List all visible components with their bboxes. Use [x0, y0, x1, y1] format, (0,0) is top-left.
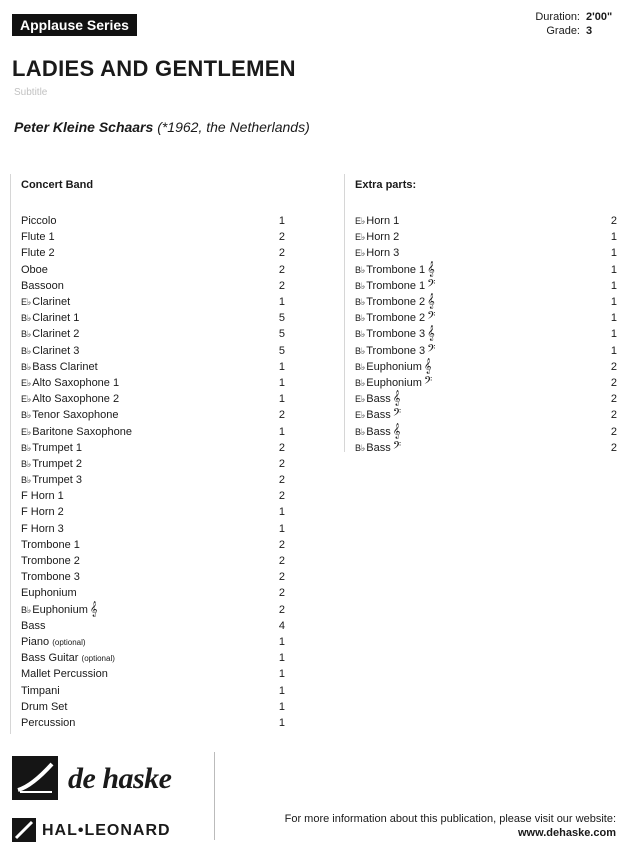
part-row [21, 634, 285, 650]
part-name [21, 296, 70, 308]
part-row [355, 229, 617, 245]
distributor-name: HAL•LEONARD [42, 822, 171, 839]
instrument-label: Trombone 1 [21, 538, 80, 551]
part-row [21, 666, 285, 682]
transposition: B♭ [21, 475, 32, 486]
part-row [21, 423, 285, 439]
duration-row [535, 10, 618, 24]
part-quantity: 1 [278, 360, 285, 373]
bass-clef-icon: 𝄢 [392, 406, 402, 422]
part-name [21, 668, 108, 680]
instrument-label: Bass [366, 393, 391, 406]
part-quantity: 1 [278, 506, 285, 519]
instrument-label: Euphonium [366, 360, 422, 373]
part-quantity: 2 [278, 457, 285, 470]
treble-clef-icon: 𝄞 [392, 390, 401, 406]
part-name [355, 231, 399, 243]
page-title: LADIES AND GENTLEMEN [12, 56, 296, 81]
part-row [21, 375, 285, 391]
part-name [21, 652, 115, 664]
part-row [21, 650, 285, 666]
part-row [355, 245, 617, 261]
instrument-label: Trombone 1 [366, 279, 426, 292]
instrument-label: F Horn 1 [21, 490, 64, 503]
part-quantity: 1 [278, 425, 285, 438]
instrument-label: Bass [366, 441, 391, 454]
extra-parts-heading: Extra parts: [355, 179, 417, 191]
part-quantity: 1 [278, 393, 285, 406]
instrument-label: Clarinet 1 [32, 312, 80, 325]
part-quantity: 5 [278, 344, 285, 357]
part-row [21, 504, 285, 520]
instrument-label: Trombone 2 [21, 555, 80, 568]
part-row [355, 326, 617, 342]
transposition: E♭ [21, 297, 32, 308]
instrument-label: Mallet Percussion [21, 668, 108, 681]
instrument-label: Timpani [21, 684, 60, 697]
bass-clef-icon: 𝄢 [427, 341, 436, 357]
transposition: B♭ [355, 264, 366, 275]
grade-row [535, 24, 618, 38]
part-row [21, 699, 285, 715]
part-quantity: 1 [610, 279, 617, 292]
part-name [21, 409, 118, 421]
part-quantity: 1 [278, 215, 285, 228]
part-quantity: 2 [278, 474, 285, 487]
instrument-label: Clarinet 2 [32, 328, 80, 341]
part-row [21, 213, 285, 229]
part-name [21, 312, 79, 324]
instrument-label: Flute 2 [21, 247, 55, 260]
part-row [355, 359, 617, 375]
transposition: E♭ [355, 216, 366, 227]
part-row [355, 440, 617, 456]
transposition: B♭ [21, 361, 32, 372]
part-quantity: 5 [278, 312, 285, 325]
part-name [355, 341, 436, 357]
instrument-label: Euphonium [21, 587, 77, 600]
part-row [355, 391, 617, 407]
hal-leonard-logo [12, 818, 212, 844]
footer-divider [214, 752, 215, 840]
part-name [21, 328, 79, 340]
part-quantity: 2 [610, 376, 617, 389]
grade-label: Grade: [546, 25, 580, 37]
bass-clef-icon: 𝄢 [427, 276, 436, 292]
transposition: E♭ [355, 232, 366, 243]
optional-note: (optional) [52, 637, 86, 647]
instrument-label: Trombone 3 [366, 344, 426, 357]
instrument-label: Bassoon [21, 279, 64, 292]
part-name [21, 231, 55, 243]
transposition: B♭ [355, 426, 366, 437]
instrument-label: Clarinet [32, 296, 71, 309]
part-row [355, 262, 617, 278]
part-quantity: 1 [278, 684, 285, 697]
part-quantity: 2 [278, 231, 285, 244]
part-name [355, 422, 401, 438]
part-row [21, 262, 285, 278]
part-name [21, 264, 48, 276]
part-row [21, 585, 285, 601]
part-name [355, 247, 399, 259]
transposition: E♭ [355, 248, 366, 259]
part-name [21, 345, 79, 357]
subtitle: Subtitle [14, 87, 48, 98]
footer-info-text: For more information about this publication, please visit our website: [284, 813, 616, 825]
part-row [21, 569, 285, 585]
instrument-label: Trumpet 2 [32, 457, 82, 470]
treble-clef-icon: 𝄞 [392, 422, 401, 438]
instrument-label: Horn 3 [366, 247, 400, 260]
part-name [355, 309, 436, 325]
transposition: B♭ [21, 442, 32, 453]
publisher-name: de haske [68, 762, 172, 795]
concert-band-column [10, 174, 299, 734]
treble-clef-icon: 𝄞 [427, 293, 435, 309]
part-row [21, 229, 285, 245]
transposition: B♭ [21, 313, 32, 324]
instrument-label: Percussion [21, 716, 76, 729]
instrument-label: Baritone Saxophone [32, 425, 132, 438]
transposition: B♭ [355, 377, 366, 388]
composer-name: Peter Kleine Schaars [14, 119, 154, 135]
transposition: E♭ [21, 394, 32, 405]
part-row [21, 326, 285, 342]
instrument-label: Bass [366, 425, 391, 438]
part-quantity: 2 [278, 247, 285, 260]
extra-parts-list [355, 213, 627, 456]
transposition: B♭ [355, 442, 366, 453]
bass-clef-icon: 𝄢 [427, 309, 436, 325]
instrument-label: Bass [366, 409, 391, 422]
part-name [355, 293, 435, 309]
part-name [355, 215, 399, 227]
instrument-label: Trombone 2 [366, 312, 426, 325]
part-name [21, 426, 132, 438]
transposition: B♭ [355, 329, 366, 340]
part-quantity: 2 [610, 360, 617, 373]
treble-clef-icon: 𝄞 [423, 357, 432, 373]
instrument-label: Euphonium [32, 603, 88, 616]
transposition: E♭ [355, 410, 366, 421]
part-name [21, 215, 56, 227]
transposition: B♭ [355, 297, 366, 308]
part-name [21, 280, 64, 292]
instrument-label: Drum Set [21, 700, 68, 713]
part-name [21, 393, 119, 405]
instrument-label: Piccolo [21, 215, 57, 228]
instrument-label: Trombone 1 [366, 263, 426, 276]
part-quantity: 2 [610, 441, 617, 454]
part-quantity: 2 [610, 409, 617, 422]
part-name [21, 600, 98, 616]
part-row [21, 472, 285, 488]
instrument-label: Trombone 2 [366, 296, 426, 309]
part-name [21, 571, 80, 583]
instrument-label: Trombone 3 [366, 328, 426, 341]
part-name [355, 325, 435, 341]
part-name [355, 276, 436, 292]
treble-clef-icon: 𝄞 [427, 260, 435, 276]
part-row [21, 391, 285, 407]
work-meta [535, 10, 618, 38]
part-name [21, 474, 82, 486]
treble-clef-icon: 𝄞 [427, 325, 435, 341]
part-row [21, 618, 285, 634]
transposition: B♭ [355, 313, 366, 324]
part-quantity: 1 [278, 376, 285, 389]
instrument-label: Trumpet 3 [32, 474, 82, 487]
concert-band-heading: Concert Band [21, 179, 94, 191]
part-quantity: 5 [278, 328, 285, 341]
part-row [355, 375, 617, 391]
instrument-label: Bass Clarinet [32, 360, 98, 373]
transposition: E♭ [21, 426, 32, 437]
part-name [21, 490, 64, 502]
part-name [355, 260, 435, 276]
transposition: B♭ [355, 345, 366, 356]
part-row [21, 343, 285, 359]
part-row [21, 407, 285, 423]
part-name [21, 701, 67, 713]
instrument-label: Clarinet 3 [32, 344, 80, 357]
part-row [21, 715, 285, 731]
transposition: B♭ [21, 345, 32, 356]
instrument-label: Trumpet 1 [32, 441, 82, 454]
part-row [355, 278, 617, 294]
grade-value: 3 [586, 25, 593, 37]
instrument-label: Bass [21, 619, 46, 632]
instrument-label: Trombone 3 [21, 571, 80, 584]
part-name [21, 636, 86, 648]
instrument-label: Alto Saxophone 1 [32, 376, 120, 389]
part-quantity: 2 [610, 393, 617, 406]
part-name [21, 247, 55, 259]
part-row [21, 537, 285, 553]
transposition: B♭ [355, 280, 366, 291]
transposition: B♭ [355, 361, 366, 372]
part-row [21, 553, 285, 569]
part-quantity: 2 [278, 279, 285, 292]
part-name [21, 555, 80, 567]
transposition: E♭ [21, 377, 32, 388]
instrument-label: Tenor Saxophone [32, 409, 119, 422]
part-quantity: 1 [610, 231, 617, 244]
part-name [21, 685, 60, 697]
part-row [21, 521, 285, 537]
part-quantity: 1 [278, 652, 285, 665]
part-quantity: 4 [278, 619, 285, 632]
instrument-label: F Horn 2 [21, 506, 64, 519]
instrument-label: Bass Guitar [21, 652, 79, 665]
part-row [21, 456, 285, 472]
conductor-icon [12, 756, 58, 800]
part-quantity: 2 [610, 215, 617, 228]
part-quantity: 1 [278, 296, 285, 309]
part-quantity: 2 [278, 555, 285, 568]
part-name [21, 620, 45, 632]
part-name [21, 717, 75, 729]
part-name [21, 377, 119, 389]
de-haske-logo [12, 756, 212, 806]
part-name [21, 523, 64, 535]
part-row [21, 294, 285, 310]
part-name [355, 357, 432, 373]
part-row [355, 423, 617, 439]
part-name [21, 539, 80, 551]
part-quantity: 1 [610, 296, 617, 309]
part-row [21, 245, 285, 261]
part-name [21, 506, 64, 518]
bass-clef-icon: 𝄢 [392, 438, 402, 454]
instrument-label: Euphonium [366, 376, 422, 389]
part-quantity: 2 [278, 441, 285, 454]
part-quantity: 1 [278, 716, 285, 729]
part-row [21, 682, 285, 698]
part-row [21, 488, 285, 504]
part-name [355, 406, 402, 422]
part-name [355, 390, 401, 406]
part-quantity: 1 [610, 344, 617, 357]
bass-clef-icon: 𝄢 [423, 373, 433, 389]
duration-value: 2'00" [586, 11, 613, 23]
part-quantity: 1 [278, 635, 285, 648]
footer-info [285, 812, 616, 840]
part-quantity: 1 [610, 312, 617, 325]
part-row [21, 602, 285, 618]
part-row [355, 294, 617, 310]
part-quantity: 2 [278, 587, 285, 600]
instrument-label: Horn 1 [366, 215, 400, 228]
part-quantity: 2 [610, 425, 617, 438]
instrument-label: Flute 1 [21, 231, 55, 244]
part-quantity: 1 [278, 668, 285, 681]
part-row [21, 359, 285, 375]
part-row [355, 407, 617, 423]
part-quantity: 2 [278, 409, 285, 422]
part-name [355, 373, 433, 389]
part-name [21, 442, 82, 454]
hal-leonard-mark-icon [12, 818, 36, 842]
extra-parts-column [344, 174, 627, 452]
treble-clef-icon: 𝄞 [89, 600, 98, 616]
transposition: B♭ [21, 329, 32, 340]
part-row [21, 278, 285, 294]
transposition: E♭ [355, 394, 366, 405]
series-badge: Applause Series [12, 14, 137, 36]
concert-band-list [21, 213, 299, 731]
composer-info: (*1962, the Netherlands) [157, 119, 310, 135]
instrument-label: Horn 2 [366, 231, 400, 244]
part-quantity: 2 [278, 538, 285, 551]
instrument-label: Piano [21, 635, 50, 648]
part-row [355, 310, 617, 326]
part-name [21, 458, 82, 470]
instrument-label: Oboe [21, 263, 48, 276]
part-quantity: 1 [278, 522, 285, 535]
part-quantity: 1 [610, 328, 617, 341]
part-row [355, 213, 617, 229]
part-row [21, 440, 285, 456]
part-quantity: 1 [278, 700, 285, 713]
transposition: B♭ [21, 604, 32, 615]
part-quantity: 2 [278, 571, 285, 584]
part-quantity: 2 [278, 490, 285, 503]
transposition: B♭ [21, 458, 32, 469]
part-quantity: 1 [610, 247, 617, 260]
transposition: B♭ [21, 410, 32, 421]
part-quantity: 2 [278, 263, 285, 276]
part-name [355, 438, 402, 454]
optional-note: (optional) [81, 654, 115, 664]
part-quantity: 2 [278, 603, 285, 616]
composer [14, 119, 310, 135]
part-row [355, 343, 617, 359]
part-name [21, 361, 98, 373]
part-name [21, 587, 77, 599]
instrument-label: F Horn 3 [21, 522, 64, 535]
part-row [21, 310, 285, 326]
instrument-label: Alto Saxophone 2 [32, 393, 120, 406]
website-link[interactable]: www.dehaske.com [517, 827, 616, 839]
duration-label: Duration: [535, 11, 580, 23]
part-quantity: 1 [610, 263, 617, 276]
